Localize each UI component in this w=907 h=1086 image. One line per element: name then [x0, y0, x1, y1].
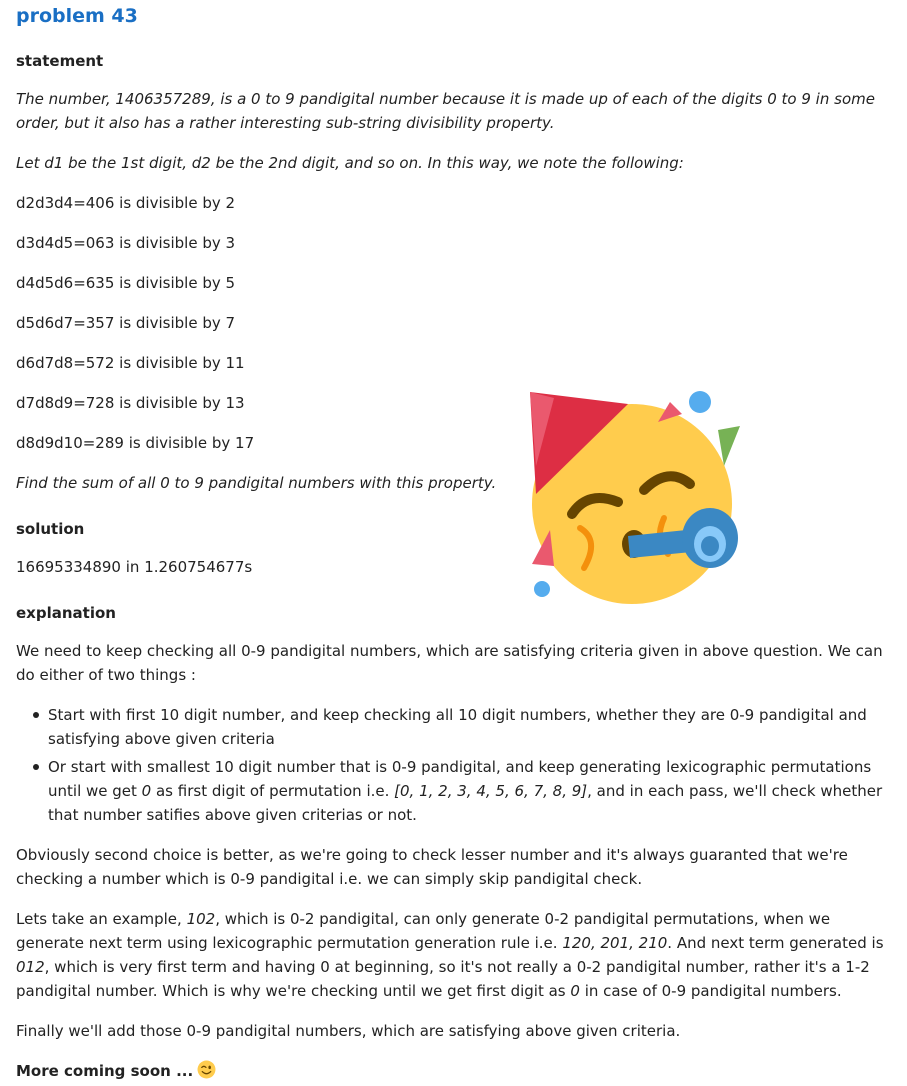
property-line: d8d9d10=289 is divisible by 17 — [16, 434, 255, 452]
bullet-icon — [33, 764, 39, 770]
emphasis-text: 0 — [141, 782, 152, 800]
emphasis-text: 0 — [570, 982, 580, 1000]
emphasis-text: [0, 1, 2, 3, 4, 5, 6, 7, 8, 9] — [394, 782, 588, 800]
property-line: d5d6d7=357 is divisible by 7 — [16, 314, 236, 332]
property-line: d4d5d6=635 is divisible by 5 — [16, 274, 236, 292]
explanation-paragraph-2: Obviously second choice is better, as we're going to check lesser number and it's always guaranted that we're checking a number which is 0-9 pandigital i.e. we can simply skip pandigital check. — [16, 846, 848, 888]
explanation-heading: explanation — [16, 604, 116, 622]
solution-heading: solution — [16, 520, 85, 538]
explanation-paragraph-3: Lets take an example, 102, which is 0-2 pandigital, can only generate 0-2 pandigital permutations, when we generate next term using lexicographic permutation generation rule i.e. 120, 201, 210. And next term generated is 012, which is very first term and having 0 at beginning, so it's not really a 0-2 pandigital number, rather it's a 1-2 pandigital number. Which is why we're checking until we get first digit as 0 in case of 0-9 pandigital numbers. — [16, 910, 884, 1000]
winking-face-icon — [197, 1060, 216, 1079]
options-list — [16, 703, 901, 831]
property-line: d2d3d4=406 is divisible by 2 — [16, 194, 236, 212]
statement-heading: statement — [16, 52, 104, 70]
list-item — [16, 755, 901, 827]
property-line: d7d8d9=728 is divisible by 13 — [16, 394, 245, 412]
property-line: d6d7d8=572 is divisible by 11 — [16, 354, 245, 372]
emphasis-text: 102 — [186, 910, 216, 928]
statement-paragraph-2: Let d1 be the 1st digit, d2 be the 2nd digit, and so on. In this way, we note the following: — [16, 154, 684, 172]
explanation-intro: We need to keep checking all 0-9 pandigital numbers, which are satisfying criteria given in above question. We can do either of two things : — [16, 642, 883, 684]
page-title: problem 43 — [16, 5, 138, 27]
emphasis-text: 012 — [16, 958, 45, 976]
solution-text: 16695334890 in 1.260754677s — [16, 558, 253, 576]
footer-text: More coming soon ... — [16, 1062, 194, 1080]
statement-paragraph-1: The number, 1406357289, is a 0 to 9 pandigital number because it is made up of each of the digits 0 to 9 in some order, but it also has a rather interesting sub-string divisibility property. — [16, 90, 875, 132]
list-item-text: Or start with smallest 10 digit number that is 0-9 pandigital, and keep generating lexicographic permutations until we get 0 as first digit of permutation i.e. [0, 1, 2, 3, 4, 5, 6, 7, 8, 9], and in each pass, we'll check whether that number satifies above given criterias or not. — [48, 758, 883, 824]
statement-question: Find the sum of all 0 to 9 pandigital numbers with this property. — [16, 474, 497, 492]
partying-face-icon — [524, 386, 746, 608]
explanation-paragraph-4: Finally we'll add those 0-9 pandigital numbers, which are satisfying above given criteria. — [16, 1022, 681, 1040]
property-line: d3d4d5=063 is divisible by 3 — [16, 234, 236, 252]
footer-note — [16, 1059, 901, 1083]
list-item — [16, 703, 901, 751]
emphasis-text: 120, 201, 210 — [562, 934, 668, 952]
list-item-text: Start with first 10 digit number, and keep checking all 10 digit numbers, whether they are 0-9 pandigital and satisfying above given criteria — [48, 706, 867, 748]
bullet-icon — [33, 712, 39, 718]
